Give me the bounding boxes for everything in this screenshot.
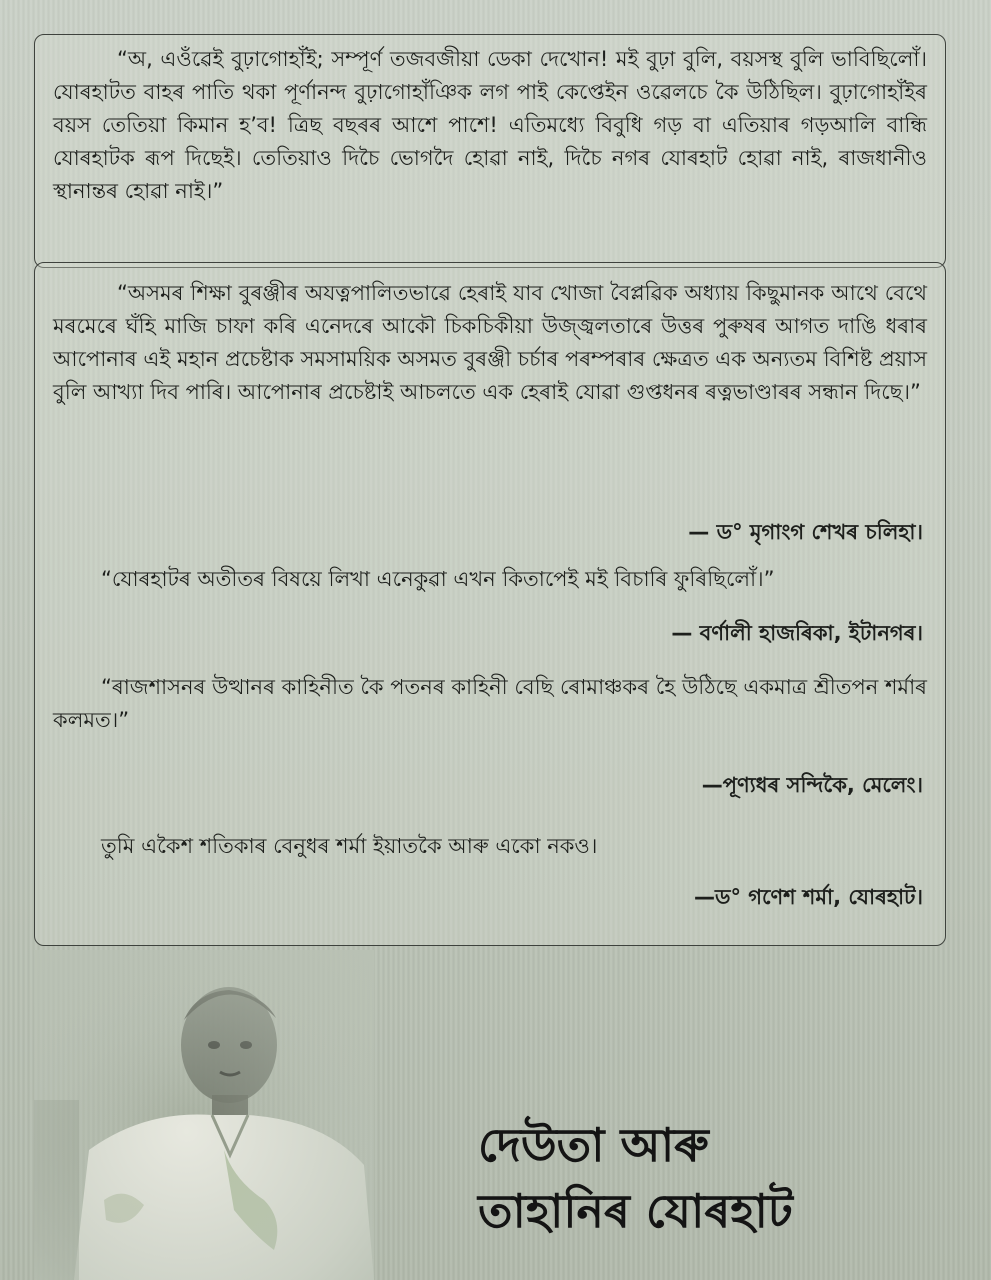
book-title — [478, 1112, 793, 1244]
testimonial-author: —পূণ্যধৰ সন্দিকৈ, মেলেং। — [701, 773, 923, 797]
book-title-line1: দেউতা আৰু — [478, 1118, 709, 1172]
top-quote-text: “অ, এওঁৱেই বুঢ়াগোহাঁই; সম্পূৰ্ণ তজবজীয়া ডেকা দেখোন! মই বুঢ়া বুলি, বয়সস্থ বুলি ভাবিছিলোঁ। যোৰহাটত বাহৰ পাতি থকা পূৰ্ণানন্দ বুঢ়াগোহাঁঞিক লগ পাই কেপ্তেইন ওৱেলচে কৈ উঠিছিল। বুঢ়াগোহাঁইৰ বয়স তেতিয়া কিমান হ’ব! ত্ৰিছ বছৰৰ আশে পাশে! এতিমধ্যে বিবুধি গড় বা এতিয়াৰ গড়আলি বান্ধি যোৰহাটক ৰূপ দিছেই। তেতিয়াও দিচৈ ভোগদৈ হোৱা নাই, দিচৈ নগৰ যোৰহাট হোৱা নাই, ৰাজধানীও স্থানান্তৰ হোৱা নাই।” — [53, 47, 927, 203]
author-portrait-photo — [34, 950, 374, 1280]
testimonial-author: —ড° গণেশ শৰ্মা, যোৰহাট। — [694, 885, 923, 909]
testimonials-box — [34, 262, 946, 946]
testimonial-quote: “যোৰহাটৰ অতীতৰ বিষয়ে লিখা এনেকুৱা এখন কিতাপেই মই বিচাৰি ফুৰিছিলোঁ।” — [101, 567, 775, 591]
testimonial-quote: “ৰাজশাসনৰ উত্থানৰ কাহিনীত কৈ পতনৰ কাহিনী বেছি ৰোমাঞ্চকৰ হৈ উঠিছে একমাত্ৰ শ্ৰীতপন শৰ্মাৰ কলমত।” — [53, 675, 927, 732]
book-title-line2: তাহানিৰ যোৰহাট — [478, 1184, 793, 1238]
testimonial-quote: “অসমৰ শিক্ষা বুৰঞ্জীৰ অযত্নপালিতভাৱে হেৰাই যাব খোজা বৈপ্লৱিক অধ্যায় কিছুমানক আথে বেথে মৰমেৰে ঘঁহি মাজি চাফা কৰি এনেদৰে আকৌ চিকচিকীয়া উজ্জ্বলতাৰে উত্তৰ পুৰুষৰ আগত দাঙি ধৰাৰ আপোনাৰ এই মহান প্ৰচেষ্টাক সমসাময়িক অসমত বুৰঞ্জী চৰ্চাৰ পৰম্পৰাৰ ক্ষেত্ৰত এক অন্যতম বিশিষ্ট প্ৰয়াস বুলি আখ্যা দিব পাৰি। আপোনাৰ প্ৰচেষ্টাই আচলতে এক হেৰাই যোৱা গুপ্তধনৰ ৰত্নভাণ্ডাৰৰ সন্ধান দিছে।” — [53, 281, 927, 404]
top-quote-box — [34, 34, 946, 268]
testimonial-quote: তুমি একৈশ শতিকাৰ বেনুধৰ শৰ্মা ইয়াতকৈ আৰু একো নকও। — [101, 834, 598, 858]
testimonial-author: — ড° মৃগাংগ শেখৰ চলিহা। — [688, 520, 923, 544]
testimonial-author: — বৰ্ণালী হাজৰিকা, ইটানগৰ। — [671, 621, 923, 645]
photo-fade-overlay — [34, 950, 374, 1280]
